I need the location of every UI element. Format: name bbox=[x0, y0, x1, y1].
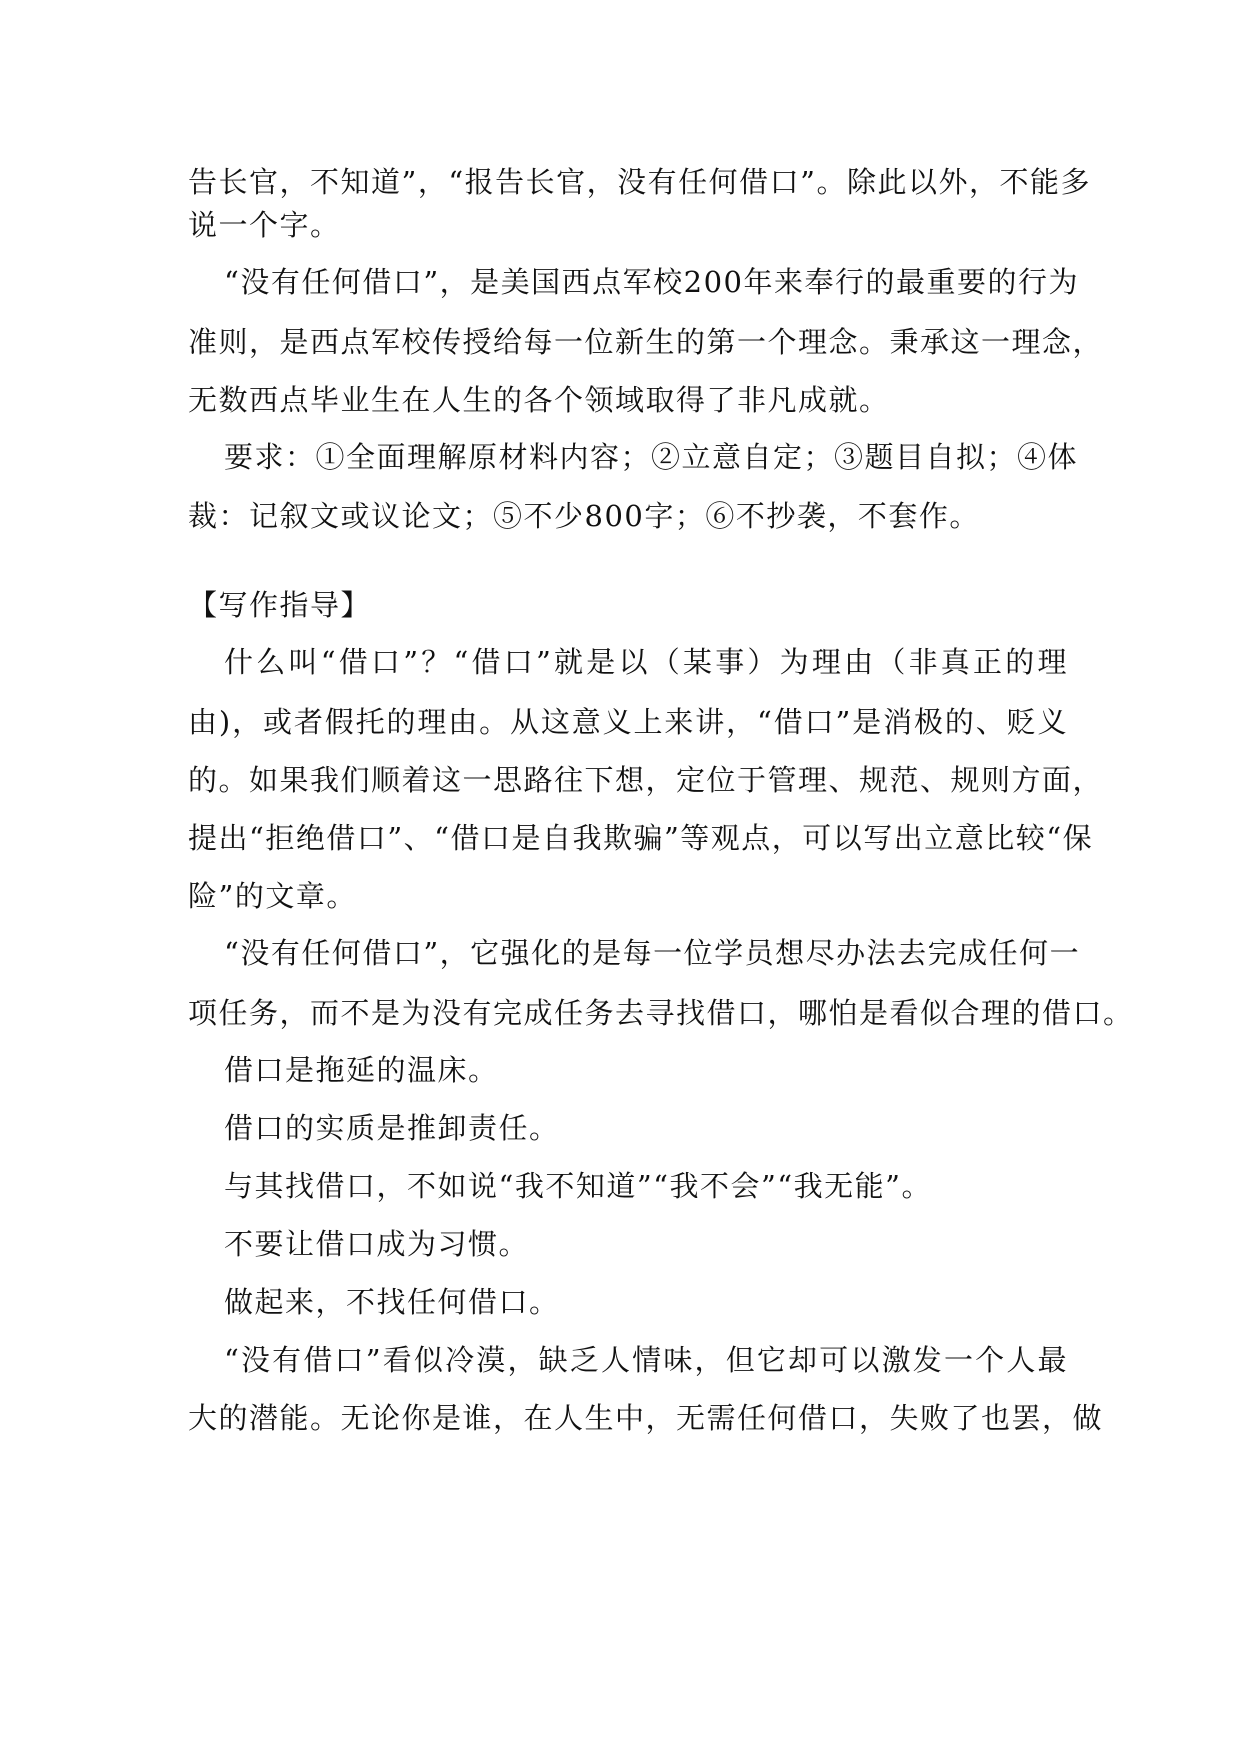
point-line: 借口的实质是推卸责任。 bbox=[224, 1111, 560, 1145]
requirement-line: 要求：①全面理解原材料内容；②立意自定；③题目自拟；④体 bbox=[224, 440, 1079, 474]
paragraph-line: 提出“拒绝借口”、“借口是自我欺骗”等观点，可以写出立意比较“保 bbox=[188, 821, 1094, 855]
paragraph-line: 告长官，不知道”，“报告长官，没有任何借口”。除此以外，不能多 bbox=[188, 165, 1091, 199]
paragraph-line: 什么叫“借口”？“借口”就是以（某事）为理由（非真正的理 bbox=[224, 645, 1068, 679]
point-line: 做起来，不找任何借口。 bbox=[224, 1285, 560, 1319]
point-line: 与其找借口，不如说“我不知道”“我不会”“我无能”。 bbox=[224, 1169, 932, 1203]
paragraph-line: “没有借口”看似冷漠，缺乏人情味，但它却可以激发一个人最 bbox=[224, 1343, 1068, 1377]
paragraph-line: 的。如果我们顺着这一思路往下想，定位于管理、规范、规则方面， bbox=[188, 763, 1104, 797]
paragraph-line: 大的潜能。无论你是谁，在人生中，无需任何借口，失败了也罢，做 bbox=[188, 1401, 1104, 1435]
section-heading: 【写作指导】 bbox=[188, 588, 372, 622]
point-line: 不要让借口成为习惯。 bbox=[224, 1227, 530, 1261]
requirement-line: 裁：记叙文或议论文；⑤不少800字；⑥不抄袭，不套作。 bbox=[188, 499, 980, 533]
paragraph-line: 说一个字。 bbox=[188, 208, 341, 242]
point-line: 借口是拖延的温床。 bbox=[224, 1053, 499, 1087]
paragraph-line: 险”的文章。 bbox=[188, 879, 357, 913]
paragraph-line: 由)，或者假托的理由。从这意义上来讲，“借口”是消极的、贬义 bbox=[188, 705, 1068, 739]
paragraph-line: 无数西点毕业生在人生的各个领域取得了非凡成就。 bbox=[188, 383, 890, 417]
paragraph-line: 项任务，而不是为没有完成任务去寻找借口，哪怕是看似合理的借口。 bbox=[188, 996, 1134, 1030]
paragraph-line: 准则，是西点军校传授给每一位新生的第一个理念。秉承这一理念， bbox=[188, 325, 1104, 359]
paragraph-line: “没有任何借口”，它强化的是每一位学员想尽办法去完成任何一 bbox=[224, 936, 1081, 970]
paragraph-line: “没有任何借口”，是美国西点军校200年来奉行的最重要的行为 bbox=[224, 265, 1080, 299]
